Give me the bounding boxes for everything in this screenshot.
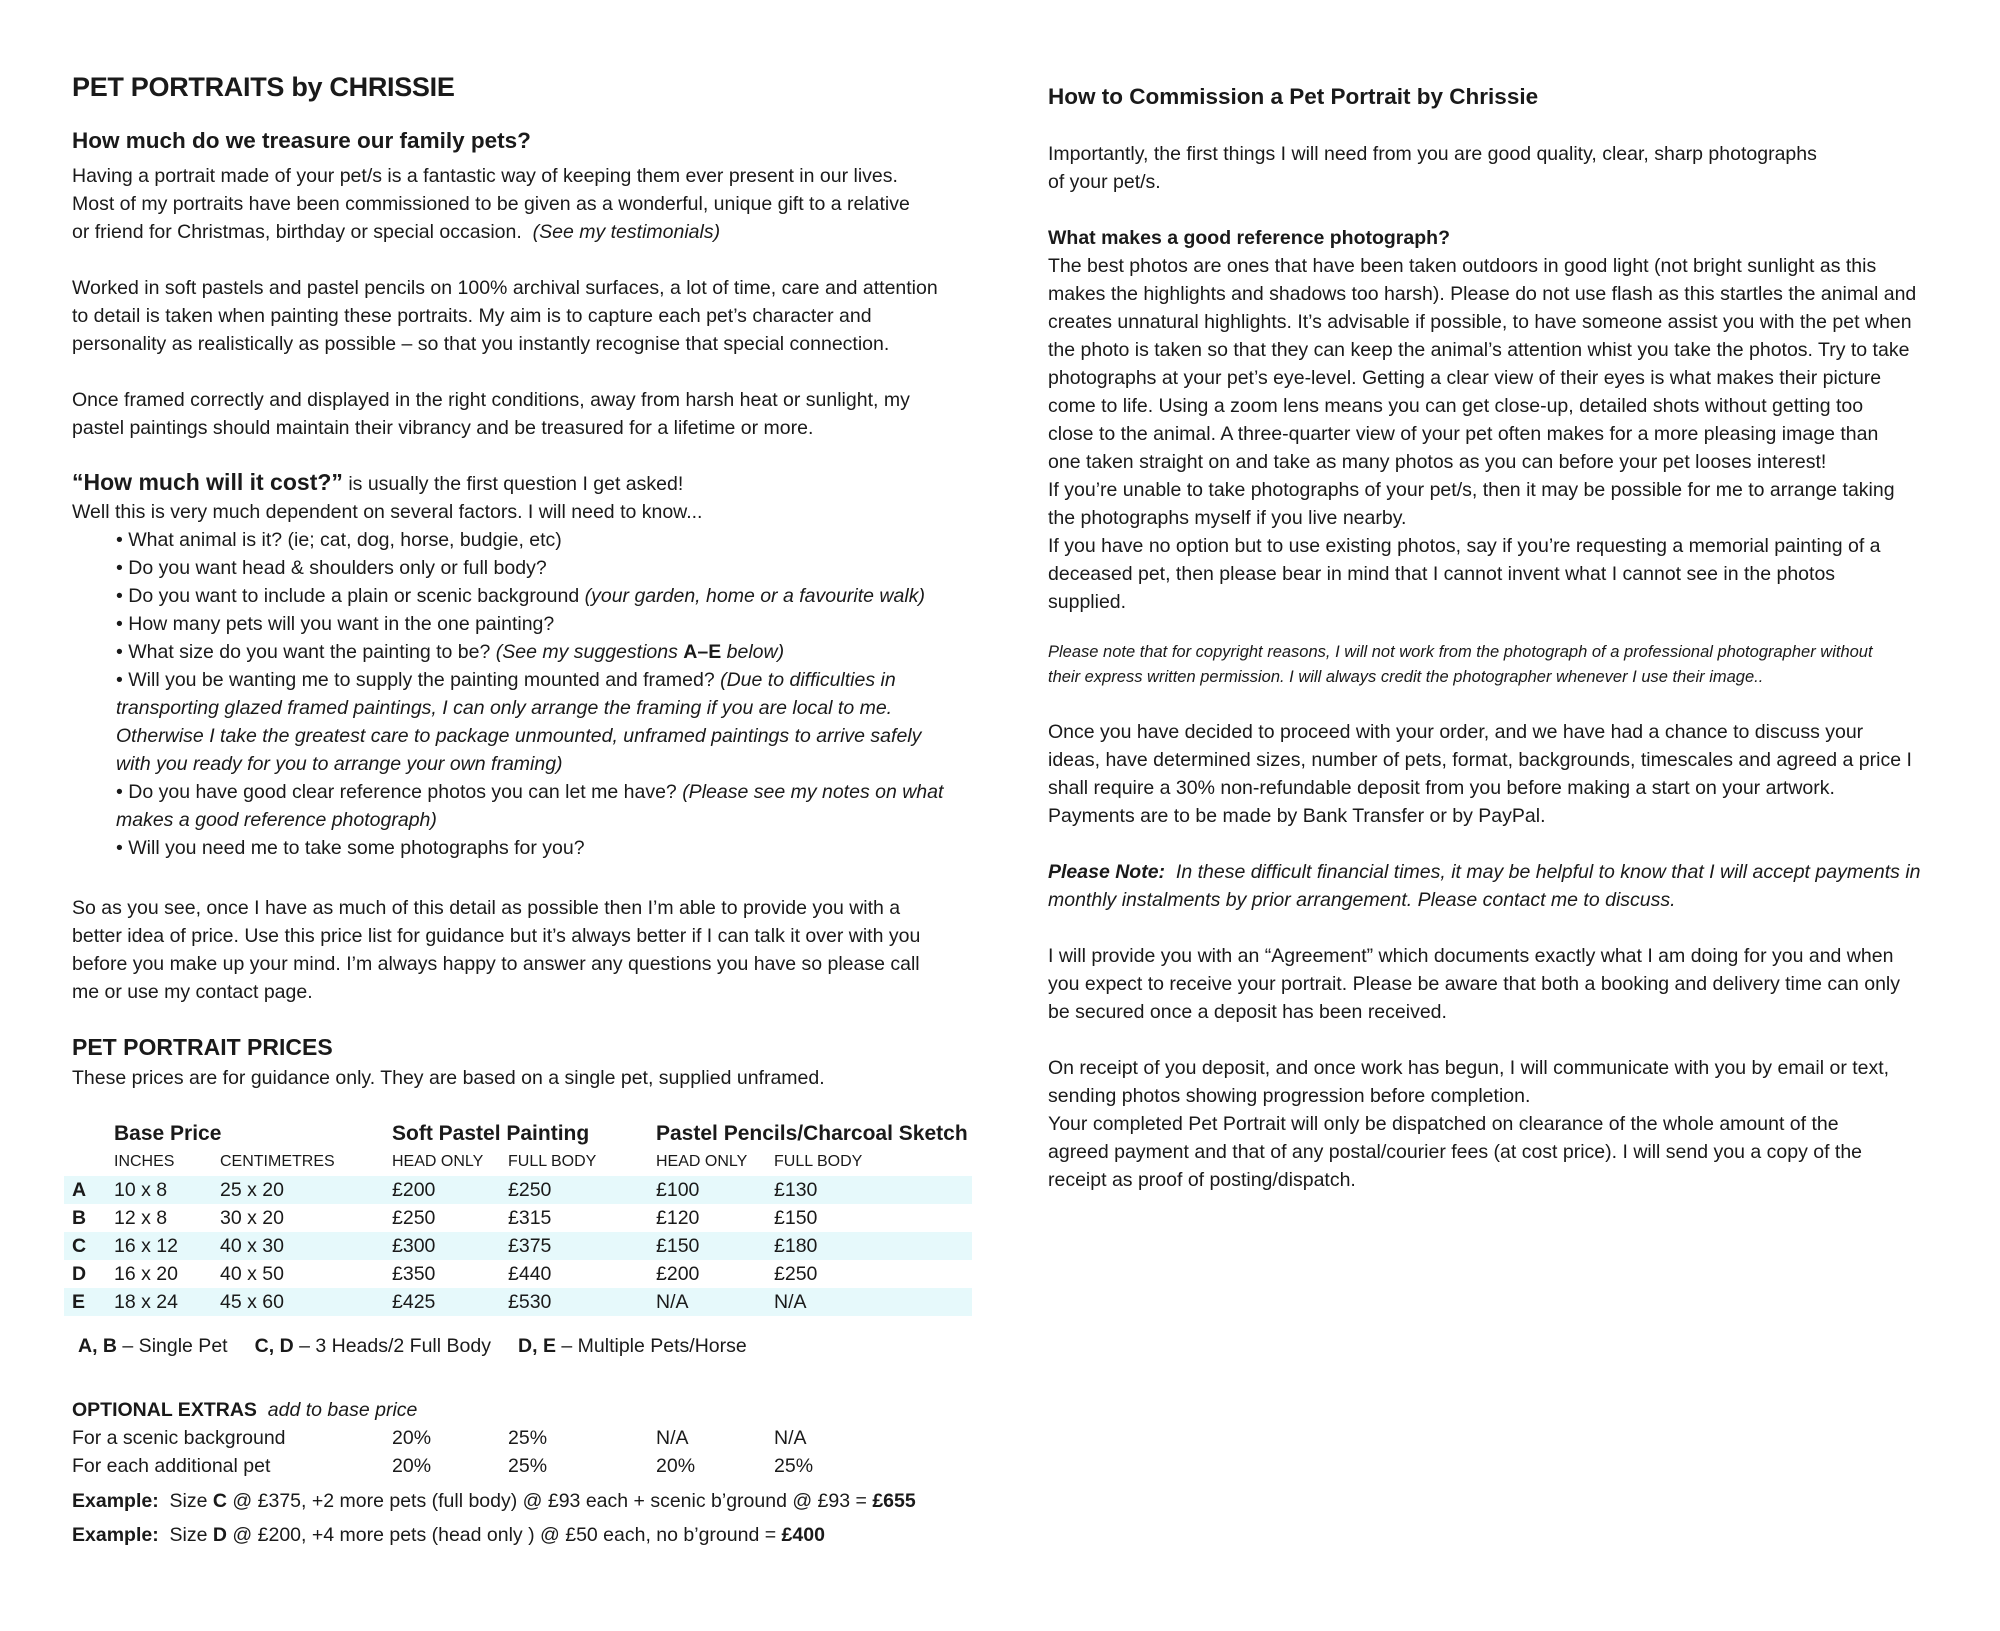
text-span: Example: [72, 1490, 159, 1512]
text-line: their express written permission. I will always credit the photographer whenever I use their image.. [1048, 668, 1764, 686]
text-line: On receipt of you deposit, and once work has begun, I will communicate with you by email or text, [1048, 1057, 1890, 1079]
text-span: £400 [781, 1524, 825, 1546]
text-line: be secured once a deposit has been received. [1048, 1001, 1447, 1023]
text-line: before you make up your mind. I’m always happy to answer any questions you have so please call [72, 953, 920, 975]
text-line: Please note that for copyright reasons, I will not work from the photograph of a professional photographer without [1048, 643, 1873, 661]
table-cell: 20% [656, 1455, 696, 1477]
table-cell: £315 [508, 1207, 552, 1229]
table-row [64, 1288, 972, 1316]
agreement-paragraph [1048, 942, 1900, 1026]
text-span: Will you need me to take some photographs for you? [128, 837, 585, 859]
text-line: Once you have decided to proceed with your order, and we have had a chance to discuss your [1048, 721, 1864, 743]
prices-intro: These prices are for guidance only. They are based on a single pet, supplied unframed. [72, 1067, 825, 1089]
text-line: to detail is taken when painting these portraits. My aim is to capture each pet’s character and [72, 305, 872, 327]
table-cell: B [72, 1207, 87, 1229]
table-cell: 25% [508, 1455, 548, 1477]
table-header-cell: FULL BODY [508, 1153, 597, 1170]
text-span: Example: [72, 1524, 159, 1546]
text-line: ideas, have determined sizes, number of pets, format, backgrounds, timescales and agreed a price I [1048, 749, 1912, 771]
table-cell: E [64, 1288, 114, 1316]
table-header-cell: INCHES [114, 1153, 175, 1170]
table-cell: £530 [508, 1288, 656, 1316]
text-line: you expect to receive your portrait. Please be aware that both a booking and delivery time can only [1048, 973, 1900, 995]
text-span: (your garden, home or a favourite walk) [584, 585, 925, 607]
text-line: Worked in soft pastels and pastel pencils on 100% archival surfaces, a lot of time, care and attention [72, 277, 938, 299]
so-paragraph [72, 894, 920, 1006]
table-cell: For each additional pet [72, 1455, 271, 1477]
text-span: D, E [518, 1335, 556, 1357]
table-cell: N/A [774, 1288, 972, 1316]
table-cell: £250 [392, 1207, 436, 1229]
text-line: photographs at your pet’s eye-level. Getting a clear view of their eyes is what makes their picture [1048, 367, 1882, 389]
table-header-cell: HEAD ONLY [656, 1153, 748, 1170]
list-item [116, 666, 943, 778]
copyright-note [1048, 640, 1873, 690]
list-item [116, 582, 943, 610]
text-span: – Multiple Pets/Horse [561, 1335, 747, 1357]
extras-table [72, 1424, 972, 1480]
text-span: add to base price [267, 1399, 418, 1421]
treasure-paragraph-3 [72, 386, 910, 442]
table-cell [64, 1148, 114, 1176]
text-line: receipt as proof of posting/dispatch. [1048, 1169, 1356, 1191]
table-cell: 40 x 50 [220, 1263, 284, 1285]
text-span: @ £200, +4 more pets (head only ) @ £50 each, no b’ground = [232, 1524, 777, 1546]
text-span: Please Note: [1048, 861, 1166, 883]
treasure-heading: How much do we treasure our family pets? [72, 128, 531, 153]
price-table-group-header [64, 1120, 972, 1148]
table-row [72, 1452, 972, 1480]
treasure-paragraph-2 [72, 274, 938, 358]
text-span: OPTIONAL EXTRAS [72, 1399, 257, 1421]
intro-paragraph [1048, 140, 1817, 196]
text-line: of your pet/s. [1048, 171, 1161, 193]
price-table [64, 1120, 972, 1316]
text-span: transporting glazed framed paintings, I can only arrange the framing if you are local to me. [116, 697, 893, 719]
list-item [116, 638, 943, 666]
table-row [64, 1260, 972, 1288]
table-cell: 12 x 8 [114, 1207, 168, 1229]
table-cell: N/A [656, 1288, 774, 1316]
text-span: In these difficult financial times, it may be helpful to know that I will accept payments in [1175, 861, 1921, 883]
text-line: better idea of price. Use this price list for guidance but it’s always better if I can talk it over with you [72, 925, 921, 947]
testimonials-note: (See my testimonials) [532, 221, 721, 243]
table-cell: £250 [508, 1176, 656, 1204]
table-cell: 10 x 8 [114, 1176, 220, 1204]
table-cell: £440 [508, 1263, 552, 1285]
cost-intro: Well this is very much dependent on several factors. I will need to know... [72, 501, 703, 523]
text-line: So as you see, once I have as much of this detail as possible then I’m able to provide you with a [72, 897, 901, 919]
text-span: (Due to difficulties in [720, 669, 896, 691]
text-span: (Please see my notes on what [682, 781, 944, 803]
table-row [72, 1424, 972, 1452]
text-span: A–E [683, 641, 722, 663]
text-line: the photo is taken so that they can keep the animal’s attention whist you take the photos. Try to take [1048, 339, 1910, 361]
table-cell: D [72, 1263, 87, 1285]
text-line: Payments are to be made by Bank Transfer or by PayPal. [1048, 805, 1546, 827]
page-title: PET PORTRAITS by CHRISSIE [72, 72, 455, 102]
price-table-sub-header [64, 1148, 972, 1176]
table-cell: £130 [774, 1176, 972, 1204]
text-line: close to the animal. A three-quarter view of your pet often makes for a more pleasing image than [1048, 423, 1879, 445]
table-cell: 25% [508, 1427, 548, 1449]
table-cell: 25% [774, 1455, 814, 1477]
text-line: Having a portrait made of your pet/s is a fantastic way of keeping them ever present in our lives. [72, 165, 898, 187]
text-span: Do you want to include a plain or scenic background [128, 585, 580, 607]
list-item [116, 778, 943, 834]
extras-heading [72, 1396, 417, 1424]
text-line: one taken straight on and take as many photos as you can before your pet looses interest! [1048, 451, 1827, 473]
table-cell: £150 [656, 1232, 774, 1260]
list-item [116, 610, 943, 638]
table-cell: £120 [656, 1207, 700, 1229]
text-span: (See my suggestions [495, 641, 678, 663]
cost-heading-line [72, 468, 943, 498]
table-cell: C [64, 1232, 114, 1260]
text-line: sending photos showing progression before completion. [1048, 1085, 1531, 1107]
table-cell: £100 [656, 1176, 774, 1204]
text-span: What size do you want the painting to be? [128, 641, 491, 663]
table-cell: £150 [774, 1207, 818, 1229]
text-line: me or use my contact page. [72, 981, 313, 1003]
text-span: C [212, 1490, 227, 1512]
table-header-cell: CENTIMETRES [220, 1153, 335, 1170]
order-paragraph [1048, 718, 1912, 830]
receipt-paragraph [1048, 1054, 1889, 1194]
text-line: creates unnatural highlights. It’s advisable if possible, to have someone assist you with the pet when [1048, 311, 1912, 333]
text-line: Once framed correctly and displayed in the right conditions, away from harsh heat or sunlight, my [72, 389, 910, 411]
text-line: The best photos are ones that have been taken outdoors in good light (not bright sunlight as this [1048, 255, 1877, 277]
text-span: – 3 Heads/2 Full Body [299, 1335, 491, 1357]
example-line [72, 1484, 916, 1518]
text-span: @ £375, +2 more pets (full body) @ £93 each + scenic b’ground @ £93 = [232, 1490, 867, 1512]
prices-heading: PET PORTRAIT PRICES [72, 1034, 333, 1060]
table-cell: 16 x 20 [114, 1263, 178, 1285]
table-cell: N/A [774, 1427, 807, 1449]
table-cell: 16 x 12 [114, 1232, 220, 1260]
list-item [116, 554, 943, 582]
text-span: What animal is it? (ie; cat, dog, horse, budgie, etc) [128, 529, 562, 551]
text-line: Your completed Pet Portrait will only be dispatched on clearance of the whole amount of the [1048, 1113, 1839, 1135]
examples [72, 1484, 916, 1552]
text-span: Otherwise I take the greatest care to package unmounted, unframed paintings to arrive safely [116, 725, 922, 747]
text-line: If you’re unable to take photographs of your pet/s, then it may be possible for me to arrange taking [1048, 479, 1895, 501]
table-cell: £425 [392, 1288, 508, 1316]
text-span: or friend for Christmas, birthday or special occasion. [72, 221, 522, 243]
text-line: Importantly, the first things I will need from you are good quality, clear, sharp photographs [1048, 143, 1817, 165]
text-span: Size [169, 1524, 208, 1546]
table-cell: N/A [656, 1427, 689, 1449]
reference-section [1048, 224, 1916, 616]
list-item [116, 526, 943, 554]
table-row [64, 1204, 972, 1232]
text-span: How many pets will you want in the one painting? [128, 613, 555, 635]
reference-heading: What makes a good reference photograph? [1048, 227, 1450, 249]
table-cell: 30 x 20 [220, 1207, 284, 1229]
example-line [72, 1518, 916, 1552]
cost-factors-list [72, 526, 943, 862]
table-cell: 45 x 60 [220, 1288, 392, 1316]
text-line: the photographs myself if you live nearby. [1048, 507, 1407, 529]
text-span: A, B [78, 1335, 117, 1357]
table-cell [64, 1120, 114, 1148]
table-row [64, 1232, 972, 1260]
text-line: agreed payment and that of any postal/courier fees (at cost price). I will send you a copy of the [1048, 1141, 1863, 1163]
table-cell: £300 [392, 1232, 508, 1260]
table-row [64, 1176, 972, 1204]
text-span: D [212, 1524, 227, 1546]
table-cell: £200 [656, 1263, 700, 1285]
table-cell: 25 x 20 [220, 1176, 392, 1204]
table-cell: A [64, 1176, 114, 1204]
table-cell: For a scenic background [72, 1427, 286, 1449]
text-line: Most of my portraits have been commissioned to be given as a wonderful, unique gift to a relative [72, 193, 910, 215]
text-span: Will you be wanting me to supply the painting mounted and framed? [128, 669, 715, 691]
text-line: personality as realistically as possible – so that you instantly recognise that special connection. [72, 333, 890, 355]
table-cell: £180 [774, 1232, 972, 1260]
table-header-cell: HEAD ONLY [392, 1153, 484, 1170]
text-line: monthly instalments by prior arrangement. Please contact me to discuss. [1048, 889, 1676, 911]
text-line: If you have no option but to use existing photos, say if you’re requesting a memorial painting of a [1048, 535, 1881, 557]
table-cell: £350 [392, 1263, 436, 1285]
table-cell: 20% [392, 1455, 432, 1477]
text-span: makes a good reference photograph) [116, 809, 437, 831]
table-cell: £250 [774, 1263, 818, 1285]
text-line: pastel paintings should maintain their vibrancy and be treasured for a lifetime or more. [72, 417, 814, 439]
table-cell: £375 [508, 1232, 656, 1260]
text-span: with you ready for you to arrange your own framing) [116, 753, 563, 775]
list-item [116, 834, 943, 862]
table-cell: 20% [392, 1427, 432, 1449]
size-legend [78, 1332, 747, 1360]
payment-note [1048, 858, 1921, 914]
commission-heading: How to Commission a Pet Portrait by Chrissie [1048, 84, 1539, 109]
text-line [72, 218, 910, 246]
table-header-cell: FULL BODY [774, 1153, 863, 1170]
table-cell: 40 x 30 [220, 1232, 392, 1260]
base-price-header: Base Price [114, 1122, 222, 1145]
soft-pastel-header: Soft Pastel Painting [392, 1122, 590, 1145]
text-line: makes the highlights and shadows too harsh). Please do not use flash as this startles the animal and [1048, 283, 1917, 305]
text-span: C, D [254, 1335, 294, 1357]
table-cell: 18 x 24 [114, 1288, 220, 1316]
text-line: shall require a 30% non-refundable deposit from you before making a start on your artwork. [1048, 777, 1835, 799]
text-span: Do you want head & shoulders only or full body? [128, 557, 547, 579]
text-line: come to life. Using a zoom lens means you can get close-up, detailed shots without getting too [1048, 395, 1864, 417]
text-span: Size [169, 1490, 208, 1512]
text-line: deceased pet, then please bear in mind that I cannot invent what I cannot see in the photos [1048, 563, 1836, 585]
cost-section [72, 468, 943, 862]
text-line [1048, 858, 1921, 886]
text-line: supplied. [1048, 591, 1127, 613]
cost-heading: “How much will it cost?” [72, 469, 343, 495]
pastel-pencils-header: Pastel Pencils/Charcoal Sketch [656, 1122, 968, 1145]
text-line: I will provide you with an “Agreement” which documents exactly what I am doing for you and when [1048, 945, 1894, 967]
treasure-paragraph-1 [72, 162, 910, 246]
text-span: – Single Pet [122, 1335, 228, 1357]
text-span: Do you have good clear reference photos you can let me have? [128, 781, 677, 803]
text-span: below) [726, 641, 785, 663]
table-cell: £200 [392, 1176, 508, 1204]
text-span: £655 [872, 1490, 916, 1512]
text-span: is usually the first question I get asked! [348, 473, 684, 495]
